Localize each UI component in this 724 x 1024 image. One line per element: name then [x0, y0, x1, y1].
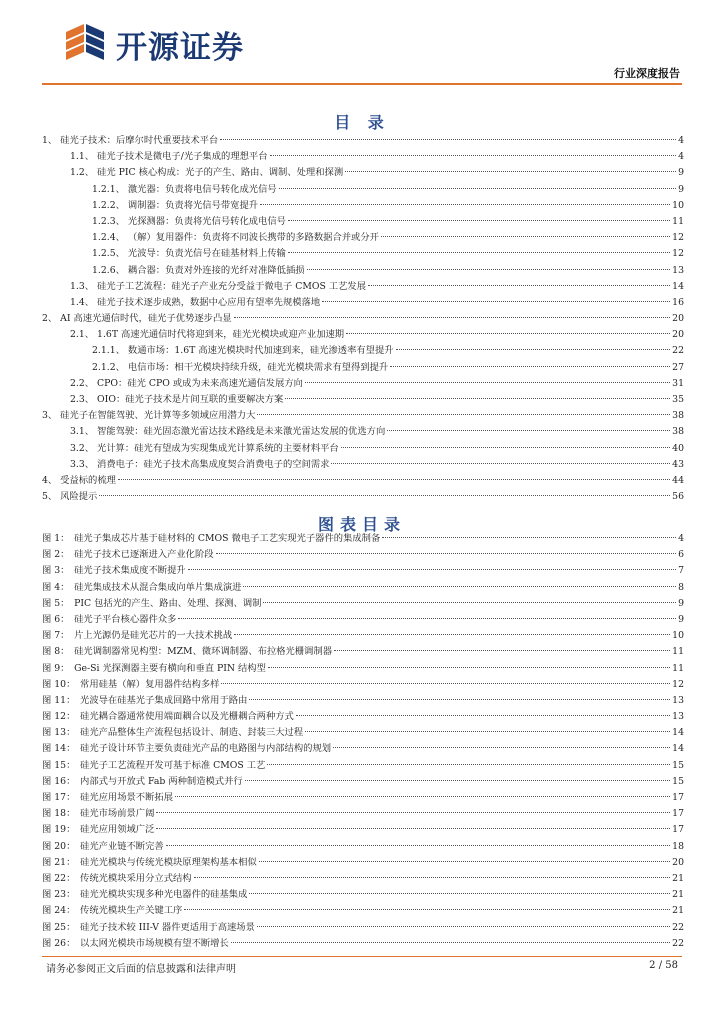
- toc-entry-page: 44: [672, 474, 684, 486]
- figure-entry-page: 17: [672, 808, 684, 820]
- figure-entry-label: 图 21： 硅光光模块与传统光模块原理架构基本相似: [42, 856, 257, 868]
- dot-leader: [322, 301, 670, 302]
- dot-leader: [368, 285, 670, 286]
- dot-leader: [216, 553, 677, 554]
- figure-entry[interactable]: [42, 839, 684, 855]
- figures-list: [42, 531, 684, 952]
- dot-leader: [279, 188, 676, 189]
- figure-entry-label: 图 26： 以太网光模块市场规模有望不断增长: [42, 937, 229, 949]
- toc-entry[interactable]: [42, 392, 684, 408]
- dot-leader: [341, 447, 670, 448]
- figure-entry[interactable]: [42, 677, 684, 693]
- figures-title: 图表目录: [317, 515, 406, 534]
- toc-entry-label: 1.2.6、 耦合器：负责对外连接的光纤对准降低插损: [92, 264, 305, 276]
- toc-entry-label: 1.2.3、 光探测器：负责将光信号转化成电信号: [92, 215, 286, 227]
- figure-entry[interactable]: [42, 774, 684, 790]
- toc-entry-page: 10: [672, 199, 684, 211]
- figure-entry-page: 13: [672, 711, 684, 723]
- disclaimer-note: 请务必参阅正文后面的信息披露和法律声明: [46, 964, 236, 975]
- figure-entry[interactable]: [42, 547, 684, 563]
- toc-entry-label: 2、 AI 高速光通信时代，硅光子优势逐步凸显: [42, 313, 232, 325]
- dot-leader: [346, 333, 670, 334]
- figure-entry[interactable]: [42, 725, 684, 741]
- figure-entry-page: 17: [672, 824, 684, 836]
- dot-leader: [333, 747, 670, 748]
- toc-entry-page: 9: [678, 167, 684, 179]
- toc-entry[interactable]: [42, 263, 684, 279]
- dot-leader: [382, 537, 676, 538]
- dot-leader: [99, 495, 670, 496]
- header-divider: [42, 83, 682, 85]
- toc-entry[interactable]: [42, 376, 684, 392]
- dot-leader: [259, 861, 670, 862]
- dot-leader: [267, 764, 670, 765]
- dot-leader: [220, 139, 676, 140]
- toc-entry-page: 20: [672, 329, 684, 341]
- dot-leader: [156, 812, 670, 813]
- toc-entry[interactable]: [42, 149, 684, 165]
- dot-leader: [178, 618, 676, 619]
- dot-leader: [188, 569, 676, 570]
- toc-entry-page: 4: [678, 135, 684, 146]
- figure-entry-label: 图 23： 硅光光模块实现多种光电器件的硅基集成: [42, 889, 248, 901]
- figure-entry-label: 图 24： 传统光模块生产关键工序: [42, 905, 183, 917]
- page-number: 2 / 58: [649, 960, 678, 971]
- dot-leader: [118, 479, 670, 480]
- toc-entry-page: 22: [672, 345, 684, 357]
- toc-entry-page: 43: [672, 458, 684, 470]
- report-type-label: 行业深度报告: [614, 67, 680, 80]
- toc-entry[interactable]: [42, 246, 684, 262]
- dot-leader: [249, 893, 670, 894]
- figure-entry-page: 4: [678, 533, 684, 544]
- figure-entry[interactable]: [42, 596, 684, 612]
- figure-entry-label: 图 1： 硅光子集成芯片基于硅材料的 CMOS 微电子工艺实现光子器件的集成制备: [42, 533, 381, 544]
- figure-entry-page: 14: [672, 743, 684, 755]
- toc-entry[interactable]: [42, 311, 684, 327]
- figure-entry[interactable]: [42, 531, 684, 547]
- figure-entry[interactable]: [42, 580, 684, 596]
- company-name: 开源证券: [116, 29, 244, 66]
- toc-entry[interactable]: [42, 424, 684, 440]
- figure-entry-page: 11: [672, 662, 684, 674]
- toc-entry-label: 1.3、 硅光子工艺流程：硅光子产业充分受益于微电子 CMOS 工艺发展: [70, 280, 366, 292]
- toc-entry-page: 11: [672, 215, 684, 227]
- dot-leader: [245, 780, 670, 781]
- toc-entry-label: 3.3、 消费电子：硅光子技术高集成度契合消费电子的空间需求: [70, 458, 330, 470]
- figure-entry-page: 22: [672, 921, 684, 933]
- figure-entry[interactable]: [42, 855, 684, 871]
- figure-entry-label: 图 4： 硅光集成技术从混合集成向单片集成演进: [42, 581, 242, 593]
- dot-leader: [268, 667, 670, 668]
- dot-leader: [263, 602, 676, 603]
- figure-entry-page: 10: [672, 630, 684, 642]
- figure-entry-page: 13: [672, 694, 684, 706]
- toc-entry-label: 3.1、 智能驾驶：硅光固态激光雷达技术路线是未来激光雷达发展的优选方向: [70, 426, 386, 438]
- figure-entry-page: 6: [678, 549, 684, 561]
- dot-leader: [334, 650, 670, 651]
- toc-entry-label: 3.2、 光计算：硅光有望成为实现集成光计算系统的主要材料平台: [70, 442, 339, 454]
- figure-entry-label: 图 6： 硅光子平台核心器件众多: [42, 613, 177, 625]
- figure-entry[interactable]: [42, 693, 684, 709]
- figure-entry[interactable]: [42, 661, 684, 677]
- toc-entry[interactable]: [42, 165, 684, 181]
- logo-mark-icon: [58, 20, 112, 68]
- dot-leader: [194, 877, 671, 878]
- figure-entry-label: 图 10： 常用硅基（解）复用器件结构多样: [42, 678, 220, 690]
- toc-list: [42, 133, 684, 505]
- figure-entry-page: 11: [672, 646, 684, 658]
- dot-leader: [260, 204, 670, 205]
- dot-leader: [270, 155, 677, 156]
- figure-entry-page: 18: [672, 840, 684, 852]
- toc-entry[interactable]: [42, 473, 684, 489]
- toc-entry-page: 38: [672, 426, 684, 438]
- figure-entry-page: 9: [678, 613, 684, 625]
- toc-entry[interactable]: [42, 133, 684, 149]
- figure-entry-label: 图 13： 硅光产品整体生产流程包括设计、制造、封装三大过程: [42, 727, 304, 739]
- toc-entry-label: 1.2.4、 （解）复用器件：负责将不同波长携带的多路数据合并或分开: [92, 232, 379, 244]
- figure-entry[interactable]: [42, 790, 684, 806]
- toc-entry[interactable]: [42, 295, 684, 311]
- dot-leader: [288, 220, 670, 221]
- figure-entry-page: 7: [678, 565, 684, 577]
- figure-entry[interactable]: [42, 920, 684, 936]
- figure-entry-page: 12: [672, 678, 684, 690]
- figure-entry[interactable]: [42, 628, 684, 644]
- toc-entry-page: 20: [672, 313, 684, 325]
- toc-entry-label: 1.2、 硅光 PIC 核心构成：光子的产生、路由、调制、处理和探测: [70, 167, 344, 179]
- toc-entry[interactable]: [42, 214, 684, 230]
- toc-entry-label: 1.4、 硅光子技术逐步成熟，数据中心应用有望率先规模落地: [70, 296, 321, 308]
- figure-entry-page: 15: [672, 775, 684, 787]
- toc-entry-page: 4: [678, 151, 684, 163]
- dot-leader: [166, 845, 670, 846]
- dot-leader: [184, 909, 670, 910]
- toc-entry-label: 1、 硅光子技术：后摩尔时代重要技术平台: [42, 135, 219, 146]
- toc-entry[interactable]: [42, 441, 684, 457]
- dot-leader: [296, 715, 670, 716]
- figure-entry-label: 图 15： 硅光子工艺流程开发可基于标准 CMOS 工艺: [42, 759, 266, 771]
- toc-entry-page: 12: [672, 248, 684, 260]
- figure-entry-label: 图 11： 光波导在硅基光子集成回路中常用于路由: [42, 694, 248, 706]
- figure-entry-label: 图 17： 硅光应用场景不断拓展: [42, 792, 173, 803]
- figure-entry-label: 图 25： 硅光子技术较 III-V 器件更适用于高速场景: [42, 921, 255, 933]
- dot-leader: [381, 236, 670, 237]
- footer-divider: [42, 956, 682, 957]
- figure-entry-page: 14: [672, 727, 684, 739]
- figure-entry[interactable]: [42, 822, 684, 838]
- toc-entry[interactable]: [42, 457, 684, 473]
- toc-entry-page: 38: [672, 410, 684, 422]
- toc-entry-page: 12: [672, 232, 684, 244]
- toc-entry[interactable]: [42, 343, 684, 359]
- dot-leader: [257, 414, 670, 415]
- figure-entry[interactable]: [42, 903, 684, 919]
- toc-entry[interactable]: [42, 279, 684, 295]
- toc-entry[interactable]: [42, 182, 684, 198]
- figure-entry-label: 图 5： PIC 包括光的产生、路由、处理、探测、调制: [42, 597, 262, 609]
- dot-leader: [175, 796, 670, 797]
- dot-leader: [285, 398, 670, 399]
- toc-entry-page: 27: [672, 361, 684, 373]
- toc-entry-page: 31: [672, 377, 684, 389]
- dot-leader: [234, 317, 671, 318]
- figure-entry-label: 图 16： 内部式与开放式 Fab 两种制造模式并行: [42, 775, 243, 787]
- toc-entry-page: 14: [672, 280, 684, 292]
- figure-entry[interactable]: [42, 758, 684, 774]
- toc-title: 目 录: [334, 113, 390, 132]
- figure-entry-label: 图 14： 硅光子设计环节主要负责硅光产品的电路图与内部结构的规划: [42, 743, 332, 755]
- figure-entry-label: 图 3： 硅光子技术集成度不断提升: [42, 565, 186, 577]
- dot-leader: [156, 828, 670, 829]
- figure-entry-label: 图 7： 片上光源仍是硅光芯片的一大技术挑战: [42, 630, 233, 642]
- figure-entry-label: 图 2： 硅光子技术已逐渐进入产业化阶段: [42, 549, 214, 561]
- toc-entry-label: 3、 硅光子在智能驾驶、光计算等多领域应用潜力大: [42, 410, 256, 422]
- dot-leader: [221, 683, 670, 684]
- dot-leader: [288, 252, 670, 253]
- figure-entry[interactable]: [42, 806, 684, 822]
- toc-entry-page: 40: [672, 442, 684, 454]
- dot-leader: [257, 926, 670, 927]
- figure-entry[interactable]: [42, 887, 684, 903]
- toc-entry-label: 2.1.2、 电信市场：相干光模块持续升级，硅光光模块需求有望得到提升: [92, 361, 389, 373]
- dot-leader: [305, 382, 670, 383]
- figure-entry-page: 21: [672, 905, 684, 917]
- dot-leader: [249, 699, 670, 700]
- figure-entry-label: 图 19： 硅光应用领域广泛: [42, 824, 155, 836]
- toc-entry-page: 13: [672, 264, 684, 276]
- toc-entry-page: 35: [672, 394, 684, 405]
- dot-leader: [345, 171, 676, 172]
- figure-entry[interactable]: [42, 644, 684, 660]
- figure-entry-page: 21: [672, 889, 684, 901]
- dot-leader: [387, 430, 670, 431]
- figure-entry-page: 21: [672, 872, 684, 884]
- toc-entry[interactable]: [42, 408, 684, 424]
- figure-entry-page: 8: [678, 581, 684, 593]
- dot-leader: [331, 463, 670, 464]
- dot-leader: [243, 586, 676, 587]
- dot-leader: [307, 269, 671, 270]
- dot-leader: [396, 349, 671, 350]
- toc-entry-page: 56: [672, 491, 684, 503]
- figure-entry-page: 20: [672, 856, 684, 868]
- toc-entry-label: 1.2.5、 光波导：负责光信号在硅基材料上传输: [92, 248, 286, 260]
- figure-entry-label: 图 18： 硅光市场前景广阔: [42, 808, 155, 820]
- figure-entry-label: 图 8： 硅光调制器常见构型：MZM、微环调制器、布拉格光栅调制器: [42, 646, 333, 658]
- figure-entry-label: 图 20： 硅光产业链不断完善: [42, 840, 164, 852]
- toc-entry-label: 5、 风险提示: [42, 491, 98, 503]
- dot-leader: [234, 634, 670, 635]
- toc-entry-label: 2.1.1、 数通市场：1.6T 高速光模块时代加速到来，硅光渗透率有望提升: [92, 345, 394, 357]
- figure-entry-label: 图 12： 硅光耦合器通常使用端面耦合以及光栅耦合两种方式: [42, 711, 294, 723]
- toc-entry-label: 4、 受益标的梳理: [42, 474, 116, 486]
- toc-entry-label: 1.1、 硅光子技术是微电子/光子集成的理想平台: [70, 151, 268, 163]
- toc-entry-label: 1.2.1、 激光器：负责将电信号转化成光信号: [92, 183, 277, 195]
- toc-entry[interactable]: [42, 198, 684, 214]
- figure-entry-page: 17: [672, 792, 684, 803]
- figure-entry[interactable]: [42, 871, 684, 887]
- toc-entry-label: 2.1、 1.6T 高速光通信时代将迎到来，硅光光模块或迎产业加速期: [70, 329, 345, 341]
- toc-entry[interactable]: [42, 360, 684, 376]
- figure-entry-label: 图 9： Ge-Si 光探测器主要有横向和垂直 PIN 结构型: [42, 662, 266, 674]
- figure-entry[interactable]: [42, 612, 684, 628]
- toc-entry[interactable]: [42, 327, 684, 343]
- toc-entry-label: 2.2、 CPO：硅光 CPO 或成为未来高速光通信发展方向: [70, 377, 303, 389]
- dot-leader: [231, 942, 670, 943]
- figure-entry-page: 22: [672, 937, 684, 949]
- figure-entry[interactable]: [42, 709, 684, 725]
- toc-entry-label: 1.2.2、 调制器：负责将光信号带宽提升: [92, 199, 259, 211]
- toc-entry[interactable]: [42, 489, 684, 505]
- figure-entry-page: 9: [678, 597, 684, 609]
- toc-entry[interactable]: [42, 230, 684, 246]
- figure-entry-page: 15: [672, 759, 684, 771]
- toc-entry-label: 2.3、 OIO：硅光子技术是片间互联的重要解决方案: [70, 394, 284, 405]
- dot-leader: [305, 731, 670, 732]
- company-logo: [58, 20, 244, 68]
- figure-entry-label: 图 22： 传统光模块采用分立式结构: [42, 872, 192, 884]
- toc-entry-page: 16: [672, 296, 684, 308]
- dot-leader: [390, 366, 670, 367]
- figure-entry[interactable]: [42, 936, 684, 952]
- figure-entry[interactable]: [42, 563, 684, 579]
- toc-entry-page: 9: [678, 183, 684, 195]
- figure-entry[interactable]: [42, 741, 684, 757]
